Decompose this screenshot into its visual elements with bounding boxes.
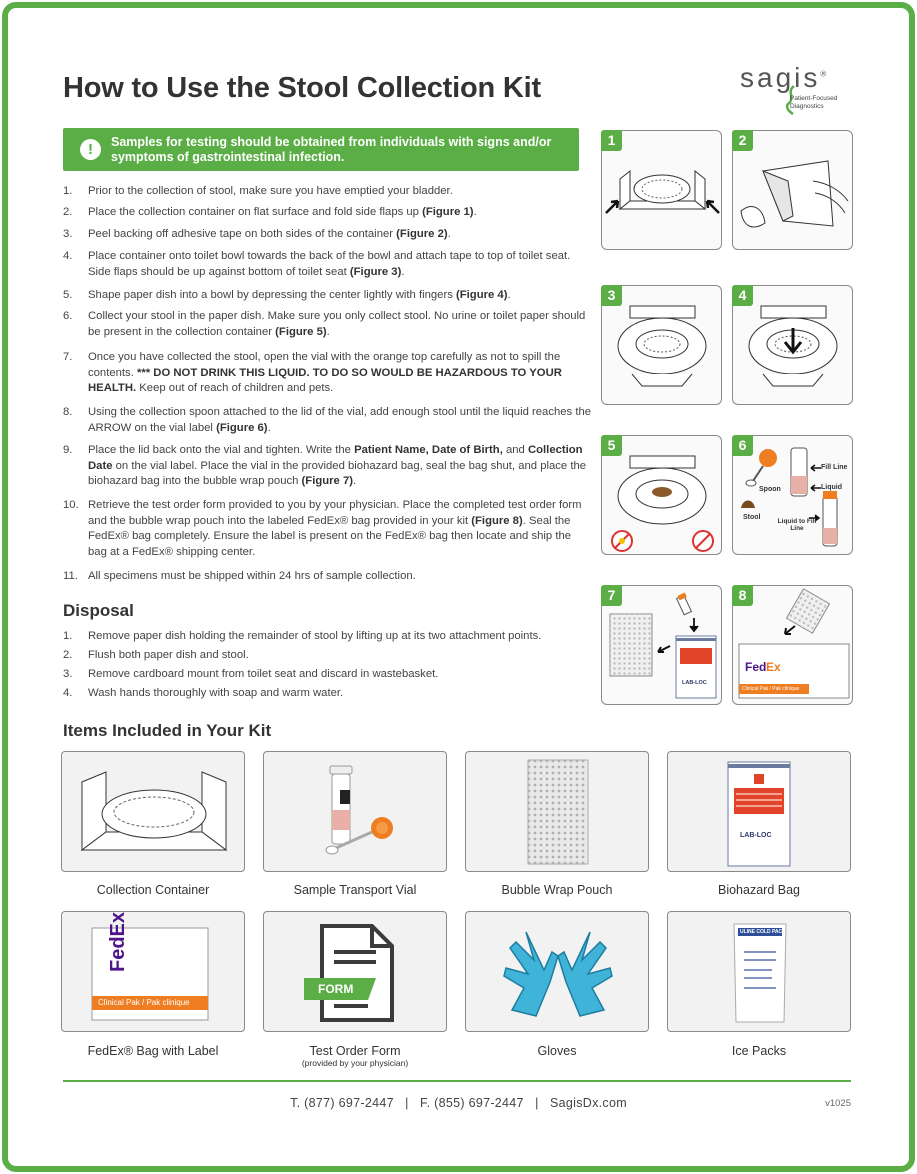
svg-text:Fed: Fed bbox=[745, 660, 767, 674]
logo-tagline-2: Diagnostics bbox=[790, 102, 824, 110]
step-item: 1. Prior to the collection of stool, make sure you have emptied your bladder. bbox=[63, 185, 453, 197]
figure-7 bbox=[601, 585, 722, 705]
bubble-pouch-illustration bbox=[466, 752, 650, 873]
stool-label: Stool bbox=[743, 514, 761, 521]
bag-brand: LAB-LOC bbox=[682, 680, 707, 686]
figure-number: 8 bbox=[732, 585, 753, 606]
kit-item-ice-packs bbox=[667, 911, 851, 1032]
step-item: 5. Shape paper dish into a bowl by depressing the center lightly with fingers (Figure 4). bbox=[63, 289, 511, 301]
step-item: 11. All specimens must be shipped within 24 hrs of sample collection. bbox=[63, 570, 416, 582]
kit-item-label: Sample Transport Vial bbox=[293, 883, 417, 897]
logo-name: sagis bbox=[740, 62, 821, 93]
figure-number: 5 bbox=[601, 435, 622, 456]
step-item: 10. Retrieve the test order form provided to you by your physician. Place the completed test order form and the bubble wrap pouch into the labeled FedEx® bag provided in your kit (Figure 8). Seal the FedEx® bag completely. Ensure the label is present on the FedEx® bag then locate and ship the bag at a FedEx® shipping center. bbox=[63, 499, 582, 558]
collection-container-illustration bbox=[62, 752, 246, 873]
step-item: 6. Collect your stool in the paper dish. Make sure you only collect stool. No urine or toilet paper should be present in the collection container (Figure 5). bbox=[63, 310, 586, 338]
page-title: How to Use the Stool Collection Kit bbox=[63, 72, 541, 104]
figure-number: 1 bbox=[601, 130, 622, 151]
figure-number: 7 bbox=[601, 585, 622, 606]
footer-divider bbox=[63, 1080, 851, 1082]
kit-item-label: Bubble Wrap Pouch bbox=[501, 883, 613, 897]
kit-item-label: Collection Container bbox=[96, 883, 210, 897]
figure-2 bbox=[732, 130, 853, 250]
kit-item-label: Test Order Form bbox=[309, 1044, 401, 1058]
bag-brand: LAB-LOC bbox=[740, 832, 772, 839]
spoon-label: Spoon bbox=[759, 486, 781, 493]
kit-item-biohazard-bag bbox=[667, 751, 851, 872]
exclamation-icon: ! bbox=[80, 139, 101, 160]
disposal-item: 1. Remove paper dish holding the remainder of stool by lifting up at its two attachment points. bbox=[63, 630, 542, 642]
fedex-label-text: Clinical Pak / Pak clinique bbox=[742, 686, 800, 692]
disposal-item: 4. Wash hands thoroughly with soap and warm water. bbox=[63, 687, 344, 699]
kit-item-label: Gloves bbox=[537, 1044, 577, 1058]
gloves-illustration bbox=[466, 912, 650, 1033]
figure-8 bbox=[732, 585, 853, 705]
step-item: 8. Using the collection spoon attached to the lid of the vial, add enough stool until the liquid reaches the ARROW on the vial label (Figure 6). bbox=[63, 406, 592, 434]
disposal-item: 2. Flush both paper dish and stool. bbox=[63, 649, 249, 661]
step-item: 3. Peel backing off adhesive tape on both sides of the container (Figure 2). bbox=[63, 228, 451, 240]
kit-item-label: FedEx® Bag with Label bbox=[87, 1044, 219, 1058]
logo-tagline-1: Patient-Focused bbox=[790, 95, 838, 102]
kit-item-label: Biohazard Bag bbox=[717, 883, 800, 897]
kit-item-test-order-form bbox=[263, 911, 447, 1032]
ice-pack-brand: ULINE COLD PACK bbox=[740, 929, 786, 935]
version-number: v1025 bbox=[825, 1098, 851, 1109]
fedex-bag-illustration bbox=[62, 912, 246, 1033]
items-heading: Items Included in Your Kit bbox=[63, 721, 272, 740]
biohazard-bag-illustration bbox=[668, 752, 852, 873]
figure-number: 3 bbox=[601, 285, 622, 306]
disposal-item: 3. Remove cardboard mount from toilet seat and discard in wastebasket. bbox=[63, 668, 439, 680]
liquid-label: Liquid bbox=[821, 484, 842, 491]
logo-trademark: ® bbox=[820, 69, 827, 79]
kit-item-gloves bbox=[465, 911, 649, 1032]
contact-info: T. (877) 697-2447 | F. (855) 697-2447 | SagisDx.com bbox=[290, 1096, 627, 1110]
figure-number: 4 bbox=[732, 285, 753, 306]
infection-notice bbox=[63, 128, 579, 171]
logo-tagline bbox=[790, 95, 837, 110]
step-item: 4. Place container onto toilet bowl towards the back of the bowl and attach tape to top of toilet seat. Side flaps should be up against bottom of toilet seat (Figure 3). bbox=[63, 250, 571, 278]
kit-item-transport-vial bbox=[263, 751, 447, 872]
step-item: 7. Once you have collected the stool, open the vial with the orange top carefully as not to spill the contents. *** DO NOT DRINK THIS LIQUID. TO DO SO WOULD BE HAZARDOUS TO YOUR HEALTH. Keep out of reach of children and pets. bbox=[63, 351, 562, 394]
figure-1 bbox=[601, 130, 722, 250]
form-label: FORM bbox=[318, 982, 354, 996]
disposal-heading: Disposal bbox=[63, 601, 134, 620]
fill-line-label: Fill Line bbox=[821, 464, 848, 471]
figure-3 bbox=[601, 285, 722, 405]
step-item: 2. Place the collection container on flat surface and fold side flaps up (Figure 1). bbox=[63, 206, 477, 218]
figure-6 bbox=[732, 435, 853, 555]
kit-item-sublabel: (provided by your physician) bbox=[301, 1058, 409, 1068]
notice-text: Samples for testing should be obtained from individuals with signs and/or symptoms of gastrointestinal infection. bbox=[111, 135, 552, 164]
figure-number: 6 bbox=[732, 435, 753, 456]
kit-item-collection-container bbox=[61, 751, 245, 872]
figure-number: 2 bbox=[732, 130, 753, 151]
figure-4 bbox=[732, 285, 853, 405]
svg-text:Ex: Ex bbox=[766, 660, 781, 674]
liquid-to-fill-line-label: Liquid to Fill Line bbox=[777, 518, 817, 532]
transport-vial-illustration bbox=[264, 752, 448, 873]
kit-item-bubble-wrap-pouch bbox=[465, 751, 649, 872]
figure-5 bbox=[601, 435, 722, 555]
svg-text:FedEx: FedEx bbox=[107, 912, 129, 972]
fedex-label-text: Clinical Pak / Pak clinique bbox=[98, 998, 190, 1007]
form-document-icon bbox=[264, 912, 448, 1033]
sagis-logo bbox=[740, 62, 860, 122]
kit-item-fedex-bag bbox=[61, 911, 245, 1032]
step-item: 9. Place the lid back onto the vial and tighten. Write the Patient Name, Date of Birth, and Collection Date on the vial label. Place the vial in the provided biohazard bag, seal the bag shut, and place the biohazard bag into the bubble wrap pouch (Figure 7). bbox=[63, 444, 587, 487]
kit-item-label: Ice Packs bbox=[731, 1044, 787, 1058]
